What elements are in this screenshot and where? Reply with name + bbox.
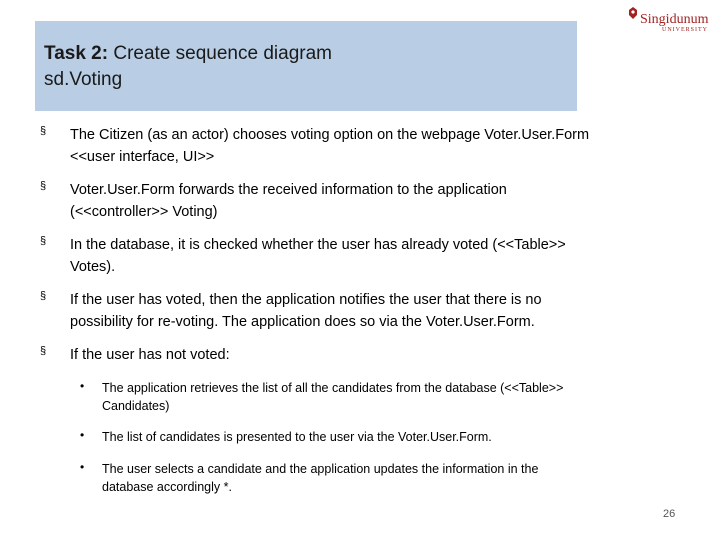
sub-bullet-text xyxy=(102,379,662,415)
round-bullet-icon: • xyxy=(80,428,85,442)
bullet-line: <<user interface, UI>> xyxy=(70,149,215,165)
logo-emblem-icon xyxy=(627,6,639,20)
university-logo-icon xyxy=(600,8,620,28)
logo-name: Singidunum xyxy=(640,12,709,27)
bullet-line: Voter.User.Form forwards the received information to the application xyxy=(70,182,507,198)
title-rest: Create sequence diagram xyxy=(108,43,332,64)
sub-bullet-line: The user selects a candidate and the application updates the information in the xyxy=(102,462,539,476)
bullet-line: Votes). xyxy=(70,259,116,275)
title-bold: Task 2: xyxy=(44,43,109,64)
bullet-text xyxy=(70,289,670,333)
slide-title-line2: sd.Voting xyxy=(44,69,123,90)
bullet-text xyxy=(70,344,670,366)
square-bullet-icon: § xyxy=(40,125,47,137)
bullet-text xyxy=(70,124,670,168)
round-bullet-icon: • xyxy=(80,379,85,393)
title-box xyxy=(35,21,577,111)
sub-bullet-line: The application retrieves the list of all the candidates from the database (<<Table>> xyxy=(102,381,564,395)
sub-bullet-line: Candidates) xyxy=(102,399,170,413)
page-number: 26 xyxy=(663,508,676,520)
bullet-line: (<<controller>> Voting) xyxy=(70,204,218,220)
sub-bullet-line: database accordingly *. xyxy=(102,480,232,494)
bullet-text xyxy=(70,179,670,223)
bullet-line: If the user has not voted: xyxy=(70,347,230,363)
round-bullet-icon: • xyxy=(80,460,85,474)
bullet-text xyxy=(70,234,670,278)
square-bullet-icon: § xyxy=(40,290,47,302)
logo-subtitle: UNIVERSITY xyxy=(662,27,708,33)
square-bullet-icon: § xyxy=(40,235,47,247)
sub-bullet-text xyxy=(102,460,662,496)
square-bullet-icon: § xyxy=(40,180,47,192)
sub-bullet-line: The list of candidates is presented to the user via the Voter.User.Form. xyxy=(102,430,492,444)
bullet-line: The Citizen (as an actor) chooses voting option on the webpage Voter.User.Form xyxy=(70,127,590,143)
bullet-line: In the database, it is checked whether the user has already voted (<<Table>> xyxy=(70,237,566,253)
bullet-line: If the user has voted, then the application notifies the user that there is no xyxy=(70,292,542,308)
sub-bullet-text xyxy=(102,428,662,446)
slide-title xyxy=(44,41,577,67)
bullet-line: possibility for re-voting. The application does so via the Voter.User.Form. xyxy=(70,314,535,330)
square-bullet-icon: § xyxy=(40,345,47,357)
